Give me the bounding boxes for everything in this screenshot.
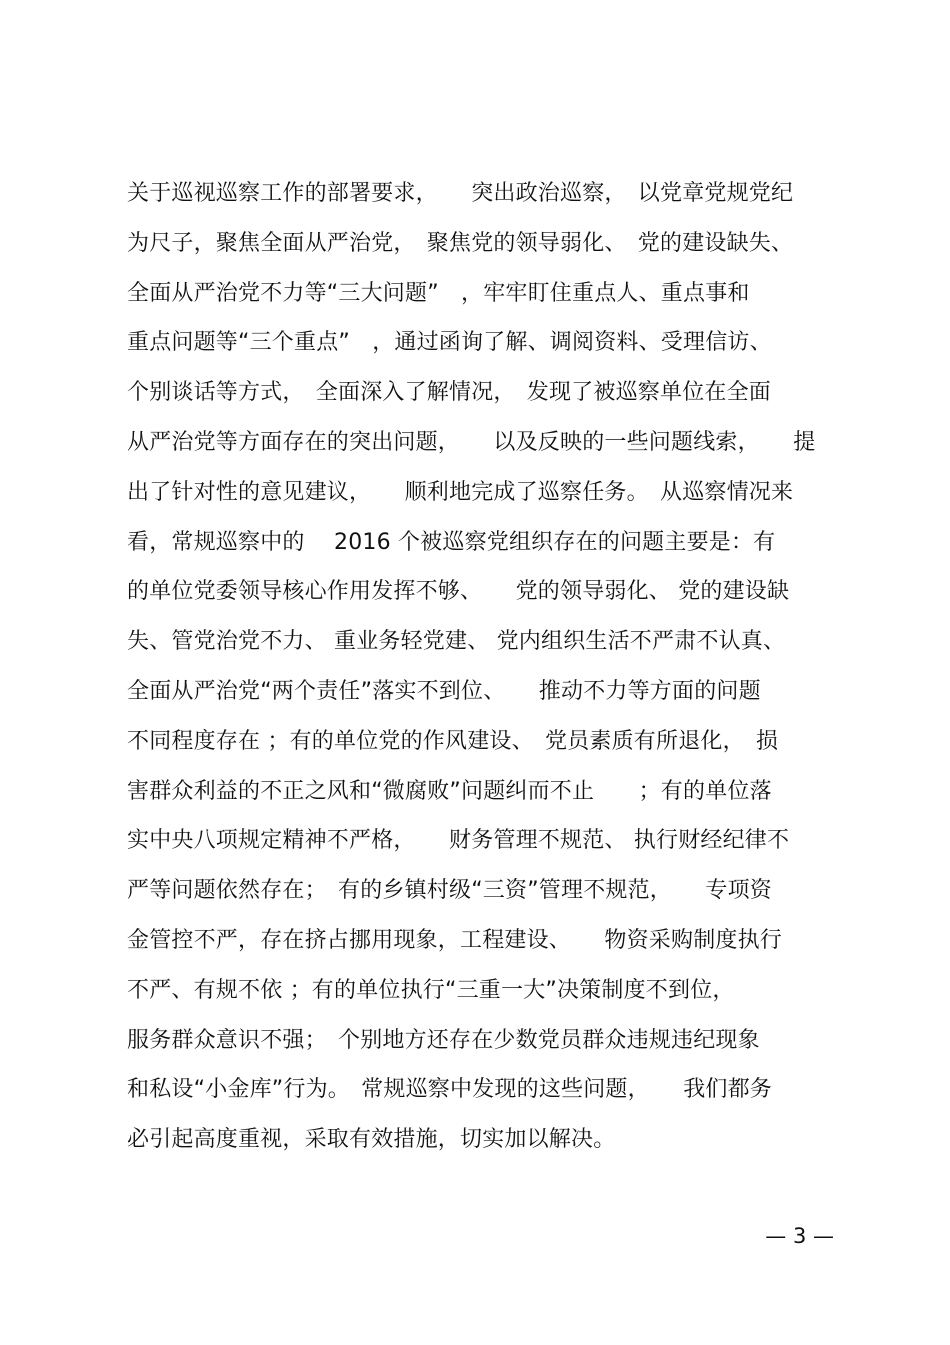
text-line: 必引起高度重视，采取有效措施，切实加以解决。 (127, 1127, 616, 1153)
text-line: 重点问题等“三个重点” ，通过函询了解、调阅资料、受理信访、 (127, 330, 772, 356)
text-line: 从严治党等方面存在的突出问题， 以及反映的一些问题线索， 提 (127, 429, 816, 455)
text-line: 全面从严治党不力等“三大问题” ，牢牢盯住重点人、重点事和 (127, 280, 750, 306)
text-line: 个别谈话等方式， 全面深入了解情况， 发现了被巡察单位在全面 (127, 380, 772, 406)
text-line: 失、管党治党不力、 重业务轻党建、 党内组织生活不严肃不认真、 (127, 629, 786, 655)
page-number: — 3 — (765, 1224, 834, 1248)
text-line: 服务群众意识不强； 个别地方还存在少数党员群众违规违纪现象 (127, 1027, 760, 1053)
text-line: 金管控不严，存在挤占挪用现象，工程建设、 物资采购制度执行 (127, 927, 783, 953)
text-line: 出了针对性的意见建议， 顺利地完成了巡察任务。 从巡察情况来 (127, 479, 794, 505)
text-line: 不同程度存在 ；有的单位党的作风建设、 党员素质有所退化， 损 (127, 728, 779, 754)
text-line: 严等问题依然存在； 有的乡镇村级“三资”管理不规范， 专项资 (127, 878, 772, 904)
body-text (127, 174, 847, 1170)
text-line: 害群众利益的不正之风和“微腐败”问题纠而不止 ；有的单位落 (127, 778, 772, 804)
text-line: 实中央八项规定精神不严格， 财务管理不规范、 执行财经纪律不 (127, 828, 790, 854)
text-line: 和私设“小金库”行为。 常规巡察中发现的这些问题， 我们都务 (127, 1077, 772, 1103)
text-line: 关于巡视巡察工作的部署要求， 突出政治巡察， 以党章党规党纪 (127, 181, 794, 206)
text-line: 不严、有规不依 ；有的单位执行“三重一大”决策制度不到位， (127, 977, 735, 1003)
text-line: 为尺子，聚焦全面从严治党， 聚焦党的领导弱化、 党的建设缺失、 (127, 230, 794, 256)
text-line: 的单位党委领导核心作用发挥不够、 党的领导弱化、 党的建设缺 (127, 579, 790, 605)
text-line: 看，常规巡察中的 2016 个被巡察党组织存在的问题主要是：有 (127, 529, 776, 555)
text-line: 全面从严治党“两个责任”落实不到位、 推动不力等方面的问题 (127, 678, 761, 704)
